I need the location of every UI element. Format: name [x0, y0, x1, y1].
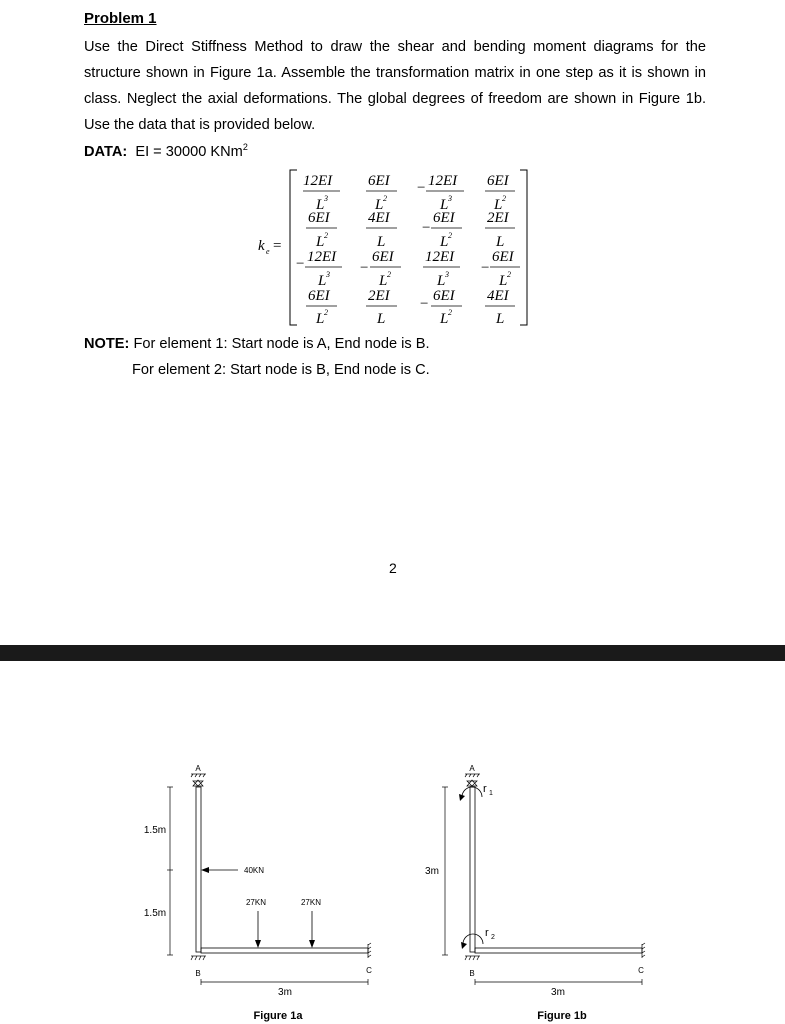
roller-support-c-icon [642, 943, 645, 958]
load-40kn-arrow-icon [201, 867, 238, 873]
fig1a-dim-upper: 1.5m [143, 825, 167, 836]
k41-num: 6EI [308, 288, 330, 304]
note-label: NOTE: [84, 336, 130, 352]
k13-num: 12EI [428, 173, 458, 189]
svg-text:2: 2 [324, 308, 328, 317]
fig1a-node-c: C [366, 966, 372, 975]
k11-num: 12EI [303, 173, 333, 189]
figure-1b [421, 764, 645, 1022]
fig1b-beam [475, 948, 642, 953]
k33-num: 12EI [425, 249, 455, 265]
fig1a-load-v2: 27KN [300, 898, 322, 907]
svg-text:2: 2 [448, 231, 452, 240]
roller-support-c-icon [368, 943, 371, 958]
k23-den: L [440, 234, 449, 250]
k24-den: L [496, 234, 505, 250]
k13-den: L [440, 197, 449, 213]
k23-num: 6EI [433, 210, 455, 226]
svg-text:3: 3 [445, 270, 449, 279]
fig1a-column [196, 787, 201, 952]
k44-num: 4EI [487, 288, 509, 304]
fig1a-load-v1: 27KN [245, 898, 267, 907]
data-value: EI = 30000 KNm [135, 143, 243, 160]
fixed-support-b-icon [465, 956, 480, 960]
k44-den: L [496, 311, 505, 327]
fig1a-node-b: B [195, 969, 201, 978]
svg-text:2: 2 [387, 270, 391, 279]
k21-den: L [316, 234, 325, 250]
k32-den: L [379, 273, 388, 289]
figure-1a [141, 764, 372, 1022]
fig1b-r1-symbol: r [483, 783, 487, 795]
svg-text:2: 2 [502, 194, 506, 203]
k12-den: L [375, 197, 384, 213]
note-element-1: For element 1: Start node is A, End node is B. [133, 336, 430, 352]
fig1a-caption: Figure 1a [253, 1010, 303, 1022]
note-element-2: For element 2: Start node is B, End node is C. [132, 362, 430, 378]
matrix-lhs-subscript: e [266, 247, 270, 256]
svg-text:3: 3 [324, 194, 328, 203]
k34-den: L [499, 273, 508, 289]
fig1a-dim-horizontal: 3m [278, 987, 292, 998]
svg-text:2: 2 [448, 308, 452, 317]
matrix-lhs-symbol: k [258, 238, 265, 254]
fig1b-horizontal-dimension [475, 979, 642, 985]
k34-num: 6EI [492, 249, 514, 265]
fig1a-beam [201, 948, 368, 953]
fig1a-load-horizontal: 40KN [244, 866, 265, 875]
fig1b-node-c: C [638, 966, 644, 975]
fig1b-r2-symbol: r [485, 927, 489, 939]
fig1a-horizontal-dimension [201, 979, 368, 985]
k11-den: L [316, 197, 325, 213]
k14-den: L [494, 197, 503, 213]
k31-den: L [318, 273, 327, 289]
k14-num: 6EI [487, 173, 509, 189]
data-label: DATA: [84, 143, 128, 160]
k12-num: 6EI [368, 173, 390, 189]
fig1b-r2-sub: 2 [491, 934, 495, 941]
k42-den: L [377, 311, 386, 327]
k21-num: 6EI [308, 210, 330, 226]
fig1b-r1-sub: 1 [489, 790, 493, 797]
fig1b-node-a: A [469, 764, 475, 773]
fig1b-dim-vertical: 3m [425, 866, 439, 877]
problem-statement: Use the Direct Stiffness Method to draw the shear and bending moment diagrams for the structure shown in Figure 1a. Assemble the transformation matrix in one step as it is shown in class. Neglect the axial deformations. The global degrees of freedom are shown in Figure 1b. Use the data that is provided below. [84, 39, 706, 133]
k24-num: 2EI [487, 210, 509, 226]
k32-num: 6EI [372, 249, 394, 265]
fig1b-dim-horizontal: 3m [551, 987, 565, 998]
k22-den: L [377, 234, 386, 250]
svg-text:2: 2 [507, 270, 511, 279]
load-27kn-1-arrow-icon [255, 911, 261, 948]
k34-minus: − [481, 260, 490, 276]
k43-minus: − [420, 296, 429, 312]
fig1b-caption: Figure 1b [537, 1010, 587, 1022]
k32-minus: − [360, 260, 369, 276]
fig1b-column [470, 787, 475, 952]
k42-num: 2EI [368, 288, 390, 304]
page-number: 2 [389, 560, 397, 576]
fig1b-node-b: B [469, 969, 475, 978]
fig1a-node-a: A [195, 764, 201, 773]
rotation-r1-arrow-icon [459, 787, 482, 801]
problem-heading: Problem 1 [84, 10, 157, 27]
k22-num: 4EI [368, 210, 390, 226]
k33-den: L [437, 273, 446, 289]
svg-text:2: 2 [383, 194, 387, 203]
k43-num: 6EI [433, 288, 455, 304]
pin-support-a-icon [465, 774, 480, 786]
svg-text:3: 3 [326, 270, 330, 279]
k13-minus: − [417, 180, 426, 196]
fixed-support-b-icon [191, 956, 206, 960]
k31-num: 12EI [307, 249, 337, 265]
data-exponent: 2 [242, 142, 248, 152]
pin-support-a-icon [191, 774, 206, 786]
k43-den: L [440, 311, 449, 327]
k41-den: L [316, 311, 325, 327]
svg-text:2: 2 [324, 231, 328, 240]
load-27kn-2-arrow-icon [309, 911, 315, 948]
rotation-r2-arrow-icon [461, 934, 483, 949]
fig1a-dim-lower: 1.5m [143, 908, 167, 919]
fig1a-vertical-dimension [167, 787, 173, 955]
k31-minus: − [296, 256, 305, 272]
k23-minus: − [422, 220, 431, 236]
svg-text:3: 3 [448, 194, 452, 203]
matrix-equals: = [273, 238, 282, 254]
